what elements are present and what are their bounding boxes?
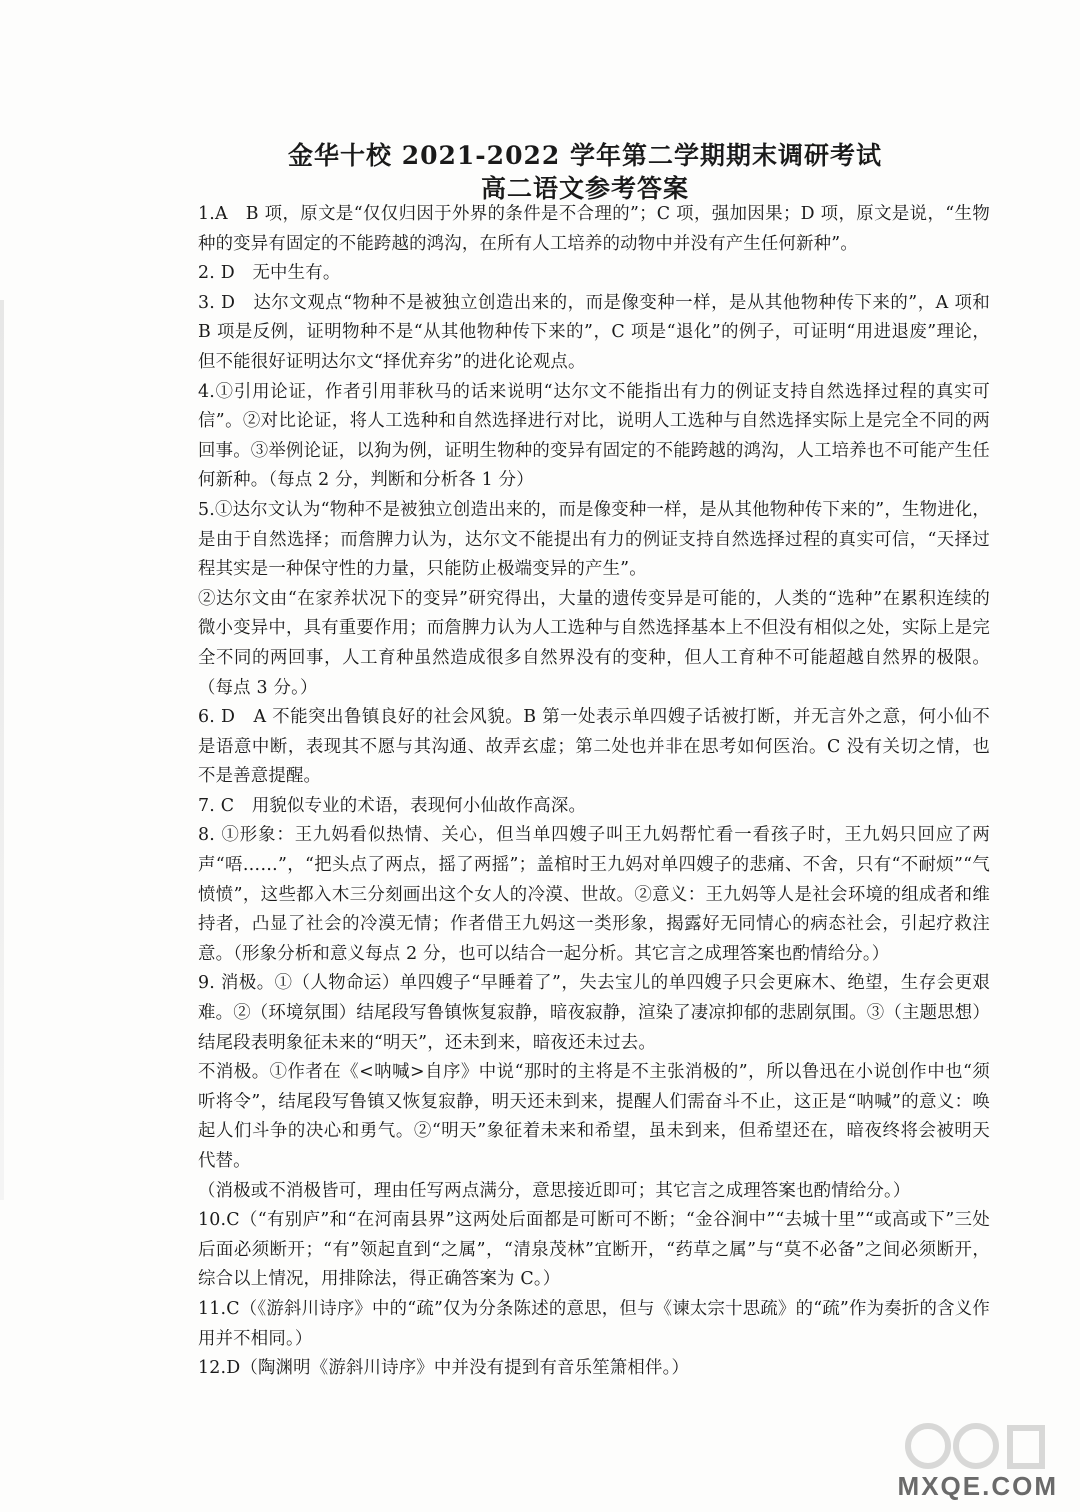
answer-10: 10.C（“有别庐”和“在河南县界”这两处后面都是可断可不断；“金谷涧中”“去城十里”“或高或下”三处后面必须断开；“有”领起直到“之属”，“清泉茂林”宜断开，“药草之属”与“莫不必备”之间必须断开，综合以上情况，用排除法，得正确答案为 C。） [198, 1210, 990, 1290]
scan-edge-shadow [0, 300, 4, 1200]
answer-9-negative: 9. 消极。①（人物命运）单四嫂子“早睡着了”，失去宝儿的单四嫂子只会更麻木、绝望，生存会更艰难。②（环境氛围）结尾段写鲁镇恢复寂静，暗夜寂静，渲染了凄凉抑郁的悲剧氛围。③（主题思想）结尾段表明象征未来的“明天”，还未到来，暗夜还未过去。 [198, 973, 990, 1053]
answer-2: 2. D 无中生有。 [198, 263, 341, 284]
answer-8: 8. ①形象：王九妈看似热情、关心，但当单四嫂子叫王九妈帮忙看一看孩子时，王九妈只回应了两声“唔……”，“把头点了两点，摇了两摇”；盖棺时王九妈对单四嫂子的悲痛、不舍，只有“不耐烦”“气愤愤”，这些都入木三分刻画出这个女人的冷漠、世故。②意义：王九妈等人是社会环境的组成者和维持者，凸显了社会的冷漠无情；作者借王九妈这一类形象，揭露好无同情心的病态社会，引起疗救注意。（形象分析和意义每点 2 分，也可以结合一起分析。其它言之成理答案也酌情给分。） [198, 825, 990, 964]
answer-9-scoring-note: （消极或不消极皆可，理由任写两点满分，意思接近即可；其它言之成理答案也酌情给分。） [198, 1180, 911, 1201]
document-subtitle: 高二语文参考答案 [480, 174, 689, 203]
answer-11: 11.C（《游斜川诗序》中的“疏”仅为分条陈述的意思，但与《谏太宗十思疏》的“疏”作为奏折的含义作用并不相同。） [198, 1298, 990, 1349]
answer-9-not-negative: 不消极。①作者在《<呐喊>自序》中说“那时的主将是不主张消极的”，所以鲁迅在小说创作中也“须听将令”，结尾段写鲁镇又恢复寂静，明天还未到来，提醒人们需奋斗不止，这正是“呐喊”的意义：唤起人们斗争的决心和勇气。②“明天”象征着未来和希望，虽未到来，但希望还在，暗夜终将会被明天代替。 [198, 1062, 990, 1171]
answer-3: 3. D 达尔文观点“物种不是被独立创造出来的，而是像变种一样，是从其他物种传下来的”，A 项和 B 项是反例，证明物种不是“从其他物种传下来的”，C 项是“退化”的例子，可证明“用进退废”理论，但不能很好证明达尔文“择优弃劣”的进化论观点。 [198, 292, 990, 372]
answer-5-part-1: 5.①达尔文认为“物种不是被独立创造出来的，而是像变种一样，是从其他物种传下来的”，生物进化，是由于自然选择；而詹脾力认为，达尔文不能提出有力的例证支持自然选择过程的真实可信，“天择过程其实是一种保守性的力量，只能防止极端变异的产生”。 [198, 499, 990, 580]
watermark-text: MXQE.COM [897, 1471, 1058, 1501]
answer-list [198, 200, 990, 1384]
answer-7: 7. C 用貌似专业的术语，表现何小仙故作高深。 [198, 795, 587, 816]
answer-12: 12.D（陶渊明《游斜川诗序》中并没有提到有音乐笙箫相伴。） [198, 1358, 690, 1379]
answer-1: 1.A B 项，原文是“仅仅归因于外界的条件是不合理的”；C 项，强加因果；D 项，原文是说，“生物种的变异有固定的不能跨越的鸿沟，在所有人工培养的动物中并没有产生任何新种”。 [198, 204, 990, 254]
answer-5-part-2: ②达尔文由“在家养状况下的变异”研究得出，大量的遗传变异是可能的，人类的“选种”在累积连续的微小变异中，具有重要作用；而詹脾力认为人工选种与自然选择基本上不但没有相似之处，实际上是完全不同的两回事，人工育种虽然造成很多自然界没有的变种，但人工育种不可能超越自然界的极限。（每点 3 分。） [198, 588, 990, 698]
answer-6: 6. D A 不能突出鲁镇良好的社会风貌。B 第一处表示单四嫂子话被打断，并无言外之意，何小仙不是语意中断，表现其不愿与其沟通、故弄玄虚；第二处也并非在思考如何医治。C 没有关切之情，也不是善意提醒。 [198, 707, 990, 787]
document-title: 金华十校 2021-2022 学年第二学期期末调研考试 [288, 141, 882, 170]
answer-4: 4.①引用论证，作者引用菲秋马的话来说明“达尔文不能指出有力的例证支持自然选择过程的真实可信”。②对比论证，将人工选种和自然选择进行对比，说明人工选种与自然选择实际上是完全不同的两回事。③举例论证，以狗为例，证明生物种的变异有固定的不能跨越的鸿沟，人工培养也不可能产生任何新种。（每点 2 分，判断和分析各 1 分） [198, 381, 990, 491]
